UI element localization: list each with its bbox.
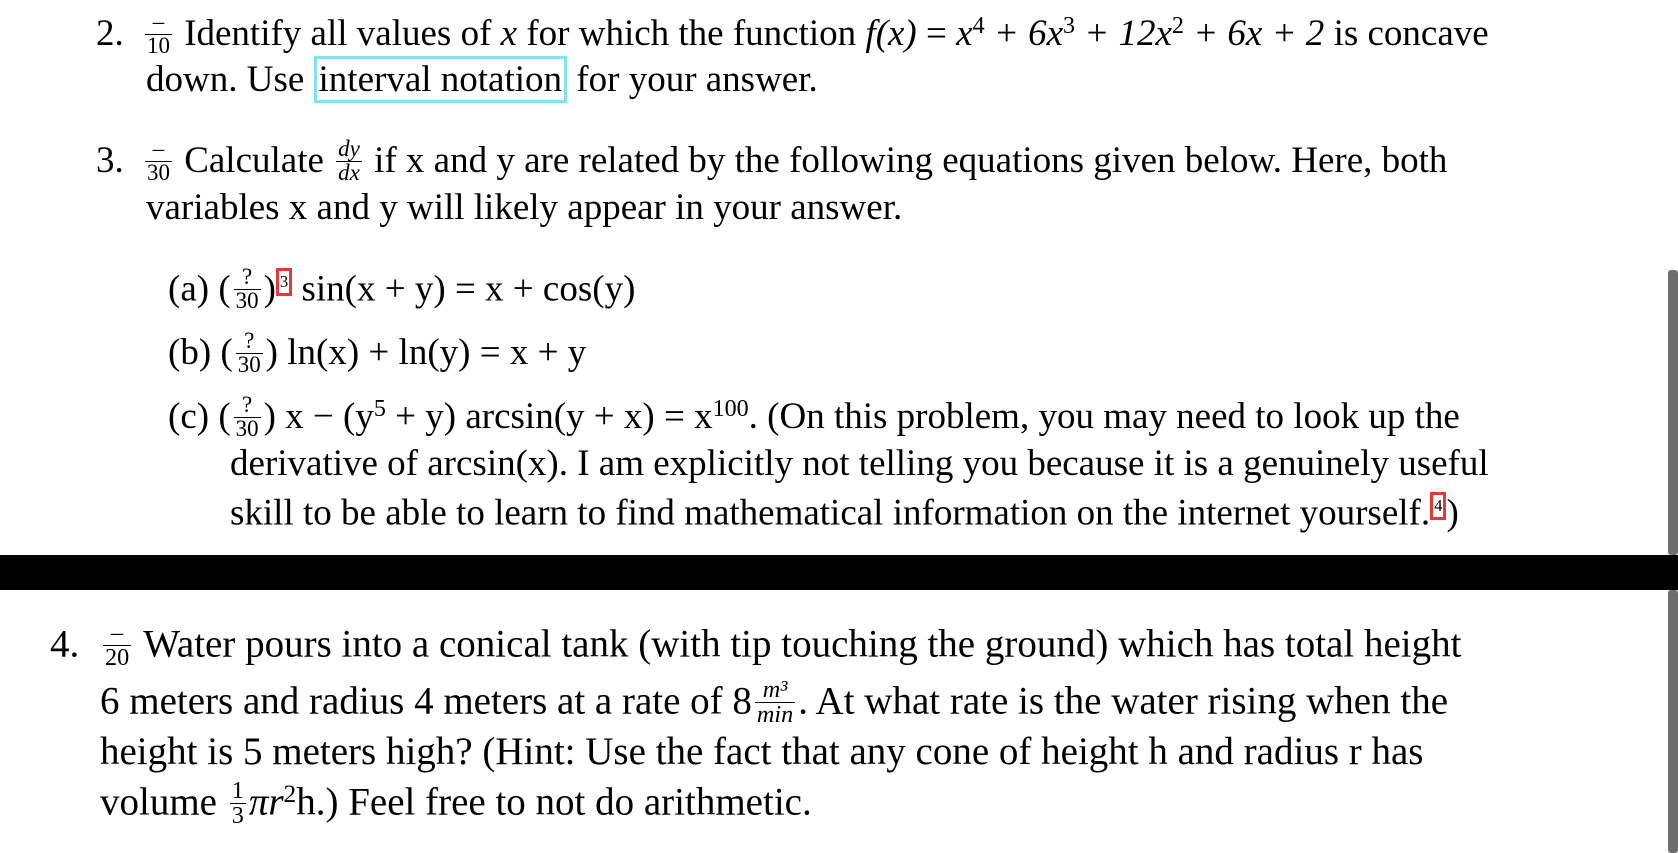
question-2-line2: down. Use interval notation for your answer. — [146, 60, 818, 100]
part-c-line3: skill to be able to learn to find mathematical information on the internet yourself. 4 ) — [230, 492, 1459, 534]
question-number: 4. — [50, 622, 80, 666]
points-fraction: $\frac{-}{10}$ — [147, 9, 170, 58]
derivative-fraction: $\frac{dy}{dx}$ — [338, 136, 360, 185]
question-number: 2. — [96, 12, 124, 54]
question-4: 4. $\frac{-}{20}$ Water pours into a conical tank (with tip touching the ground) which has total height — [50, 619, 1462, 672]
question-4-line2: 6 meters and radius 4 meters at a rate of 8 $\frac{\text{m³}}{\min}$ . At what rate is the water rising when the — [100, 676, 1449, 729]
scrollbar-thumb[interactable] — [1668, 590, 1678, 853]
question-4-line3: height is 5 meters high? (Hint: Use the fact that any cone of height h and radius r has — [100, 730, 1424, 773]
part-c-line2: derivative of arcsin(x). I am explicitly not telling you because it is a genuinely useful — [230, 443, 1489, 484]
part-a: (a) ( $\frac{?}{30}$ ) 3 sin(x + y) = x + cos(y) — [168, 264, 636, 314]
bottom-document-pane — [0, 590, 1678, 853]
question-number: 3. — [96, 139, 124, 181]
part-c: (c) ( $\frac{?}{30}$ ) $x - (y^5 + y) \arcsin(y + x) = x^{100}$. (On this problem, you may need to look up the — [168, 392, 1460, 441]
question-2: 2. $\frac{-}{10}$ Identify all values of x for which the function $f(x) = x^4 + 6x^3 + 12x^2 + 6x + 2$ is concave — [96, 9, 1489, 58]
question-4-line4: volume $\frac{1}{3}$ $\pi r^2h$.) Feel free to not do arithmetic. — [100, 777, 812, 830]
footnote-4-link[interactable]: 4 — [1430, 492, 1446, 520]
pane-divider — [0, 555, 1678, 590]
question-3: 3. $\frac{-}{30}$ Calculate $\frac{dy}{dx}$ if x and y are related by the following equations given below. Here, both — [96, 136, 1448, 185]
points-fraction: $\frac{-}{20}$ — [105, 619, 130, 672]
points-fraction: $\frac{-}{30}$ — [147, 136, 170, 185]
scrollbar-thumb[interactable] — [1668, 270, 1678, 555]
footnote-3-link[interactable]: 3 — [276, 268, 292, 296]
part-b: (b) ( $\frac{?}{30}$ ) ln(x) + ln(y) = x + y — [168, 328, 587, 377]
interval-notation-link[interactable]: interval notation — [314, 56, 568, 103]
question-3-line2: variables x and y will likely appear in your answer. — [146, 187, 903, 228]
